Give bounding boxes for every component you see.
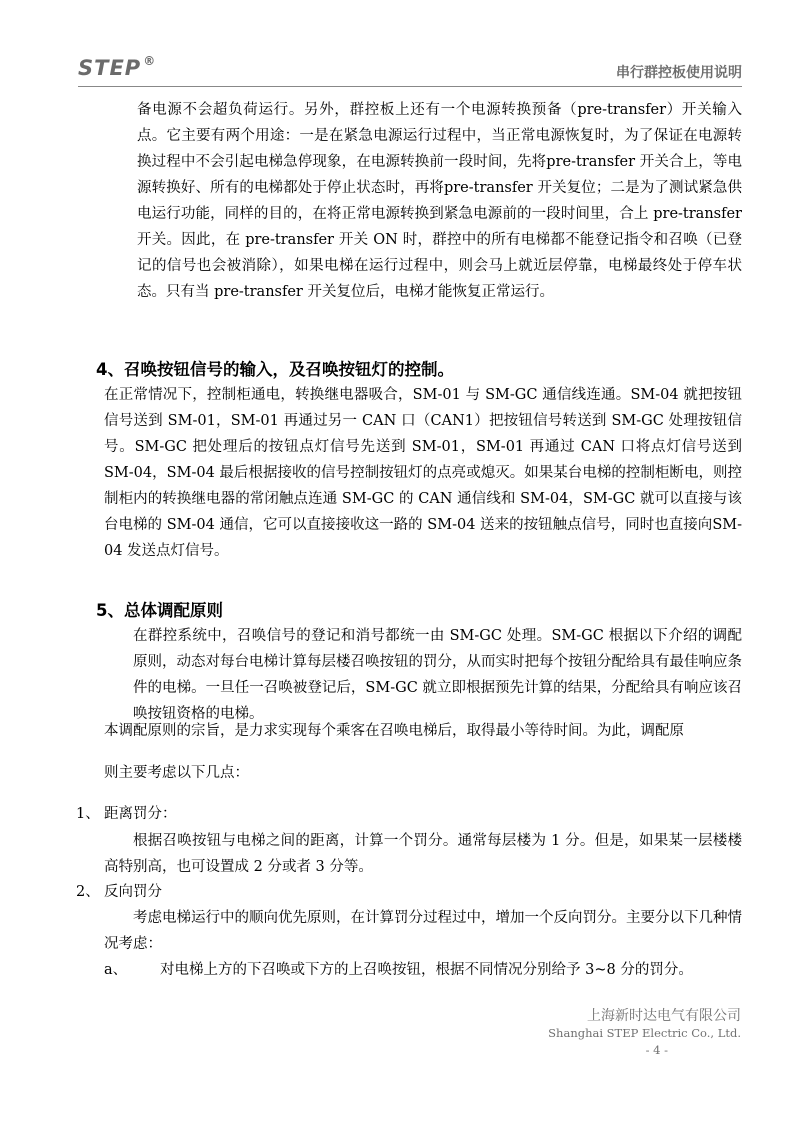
registered-mark: ® — [143, 54, 157, 68]
logo-text: STEP — [78, 56, 142, 80]
item-1-number: 1、 — [76, 806, 100, 822]
footer-company-cn: 上海新时达电气有限公司 — [587, 1008, 741, 1024]
item-2-number: 2、 — [76, 884, 100, 900]
item-2-text: 考虑电梯运行中的顺向优先原则，在计算罚分过程过中，增加一个反向罚分。主要分以下几种情况考虑： — [104, 910, 742, 952]
section-5-paragraph: 在群控系统中，召唤信号的登记和消号都统一由 SM-GC 处理。SM-GC 根据以下介绍的调配原则，动态对每台电梯计算每层楼召唤按钮的罚分，从而实时把每个按钮分配给具有最佳响应条件的电梯。一旦任一召唤被登记后，SM-GC 就立即根据预先计算的结果，分配给具有响应该召唤按钮资格的电梯。 — [133, 628, 742, 722]
section-5-principle-line1: 本调配原则的宗旨，是力求实现每个乘客在召唤电梯后，取得最小等待时间。为此，调配原 — [104, 723, 684, 739]
item-2-title: 反向罚分 — [104, 884, 162, 900]
intro-paragraph: 备电源不会超负荷运行。另外，群控板上还有一个电源转换预备（pre-transfer）开关输入点。它主要有两个用途：一是在紧急电源运行过程中，当正常电源恢复时，为了保证在电源转换过程中不会引起电梯急停现象，在电源转换前一段时间，先将pre-transfer 开关合上，等电源转换好、所有的电梯都处于停止状态时，再将pre-transfer 开关复位；二是为了测试紧急供电运行功能，同样的目的，在将正常电源转换到紧急电源前的一段时间里，合上 pre-transfer 开关。因此，在 pre-transfer 开关 ON 时，群控中的所有电梯都不能登记指令和召唤（已登记的信号也会被消除），如果电梯在运行过程中，则会马上就近层停靠，电梯最终处于停车状态。只有当 pre-transfer 开关复位后，电梯才能恢复正常运行。 — [137, 102, 742, 300]
item-1-text: 根据召唤按钮与电梯之间的距离，计算一个罚分。通常每层楼为 1 分。但是，如果某一层楼楼高特别高，也可设置成 2 分或者 3 分等。 — [104, 833, 742, 875]
header-divider — [78, 86, 742, 87]
item-1-title: 距离罚分： — [104, 806, 177, 822]
document-title: 串行群控板使用说明 — [616, 65, 742, 81]
section-5-principle-line2: 则主要考虑以下几点： — [104, 765, 249, 781]
section-5-heading: 5、总体调配原则 — [96, 601, 223, 620]
page-number: - 4 - — [645, 1043, 668, 1057]
section-4-paragraph: 在正常情况下，控制柜通电，转换继电器吸合，SM-01 与 SM-GC 通信线连通。SM-04 就把按钮信号送到 SM-01，SM-01 再通过另一 CAN 口（CAN1）把按钮信号转送到 SM-GC 处理按钮信号。SM-GC 把处理后的按钮点灯信号先送到 SM-01，SM-01 再通过 CAN 口将点灯信号送到 SM-04，SM-04 最后根据接收的信号控制按钮灯的点亮或熄灭。如果某台电梯的控制柜断电，则控制柜内的转换继电器的常闭触点连通 SM-GC 的 CAN 通信线和 SM-04，SM-GC 就可以直接与该台电梯的 SM-04 通信，它可以直接接收这一路的 SM-04 送来的按钮触点信号，同时也直接向SM-04 发送点灯信号。 — [104, 387, 742, 559]
footer-company-en: Shanghai STEP Electric Co., Ltd. — [548, 1026, 741, 1040]
page-header — [78, 52, 742, 82]
section-4-heading: 4、召唤按钮信号的输入，及召唤按钮灯的控制。 — [96, 360, 454, 379]
step-logo — [78, 56, 156, 80]
item-a-label: a、 — [104, 962, 128, 978]
item-a-text: 对电梯上方的下召唤或下方的上召唤按钮，根据不同情况分别给予 3~8 分的罚分。 — [160, 962, 693, 978]
